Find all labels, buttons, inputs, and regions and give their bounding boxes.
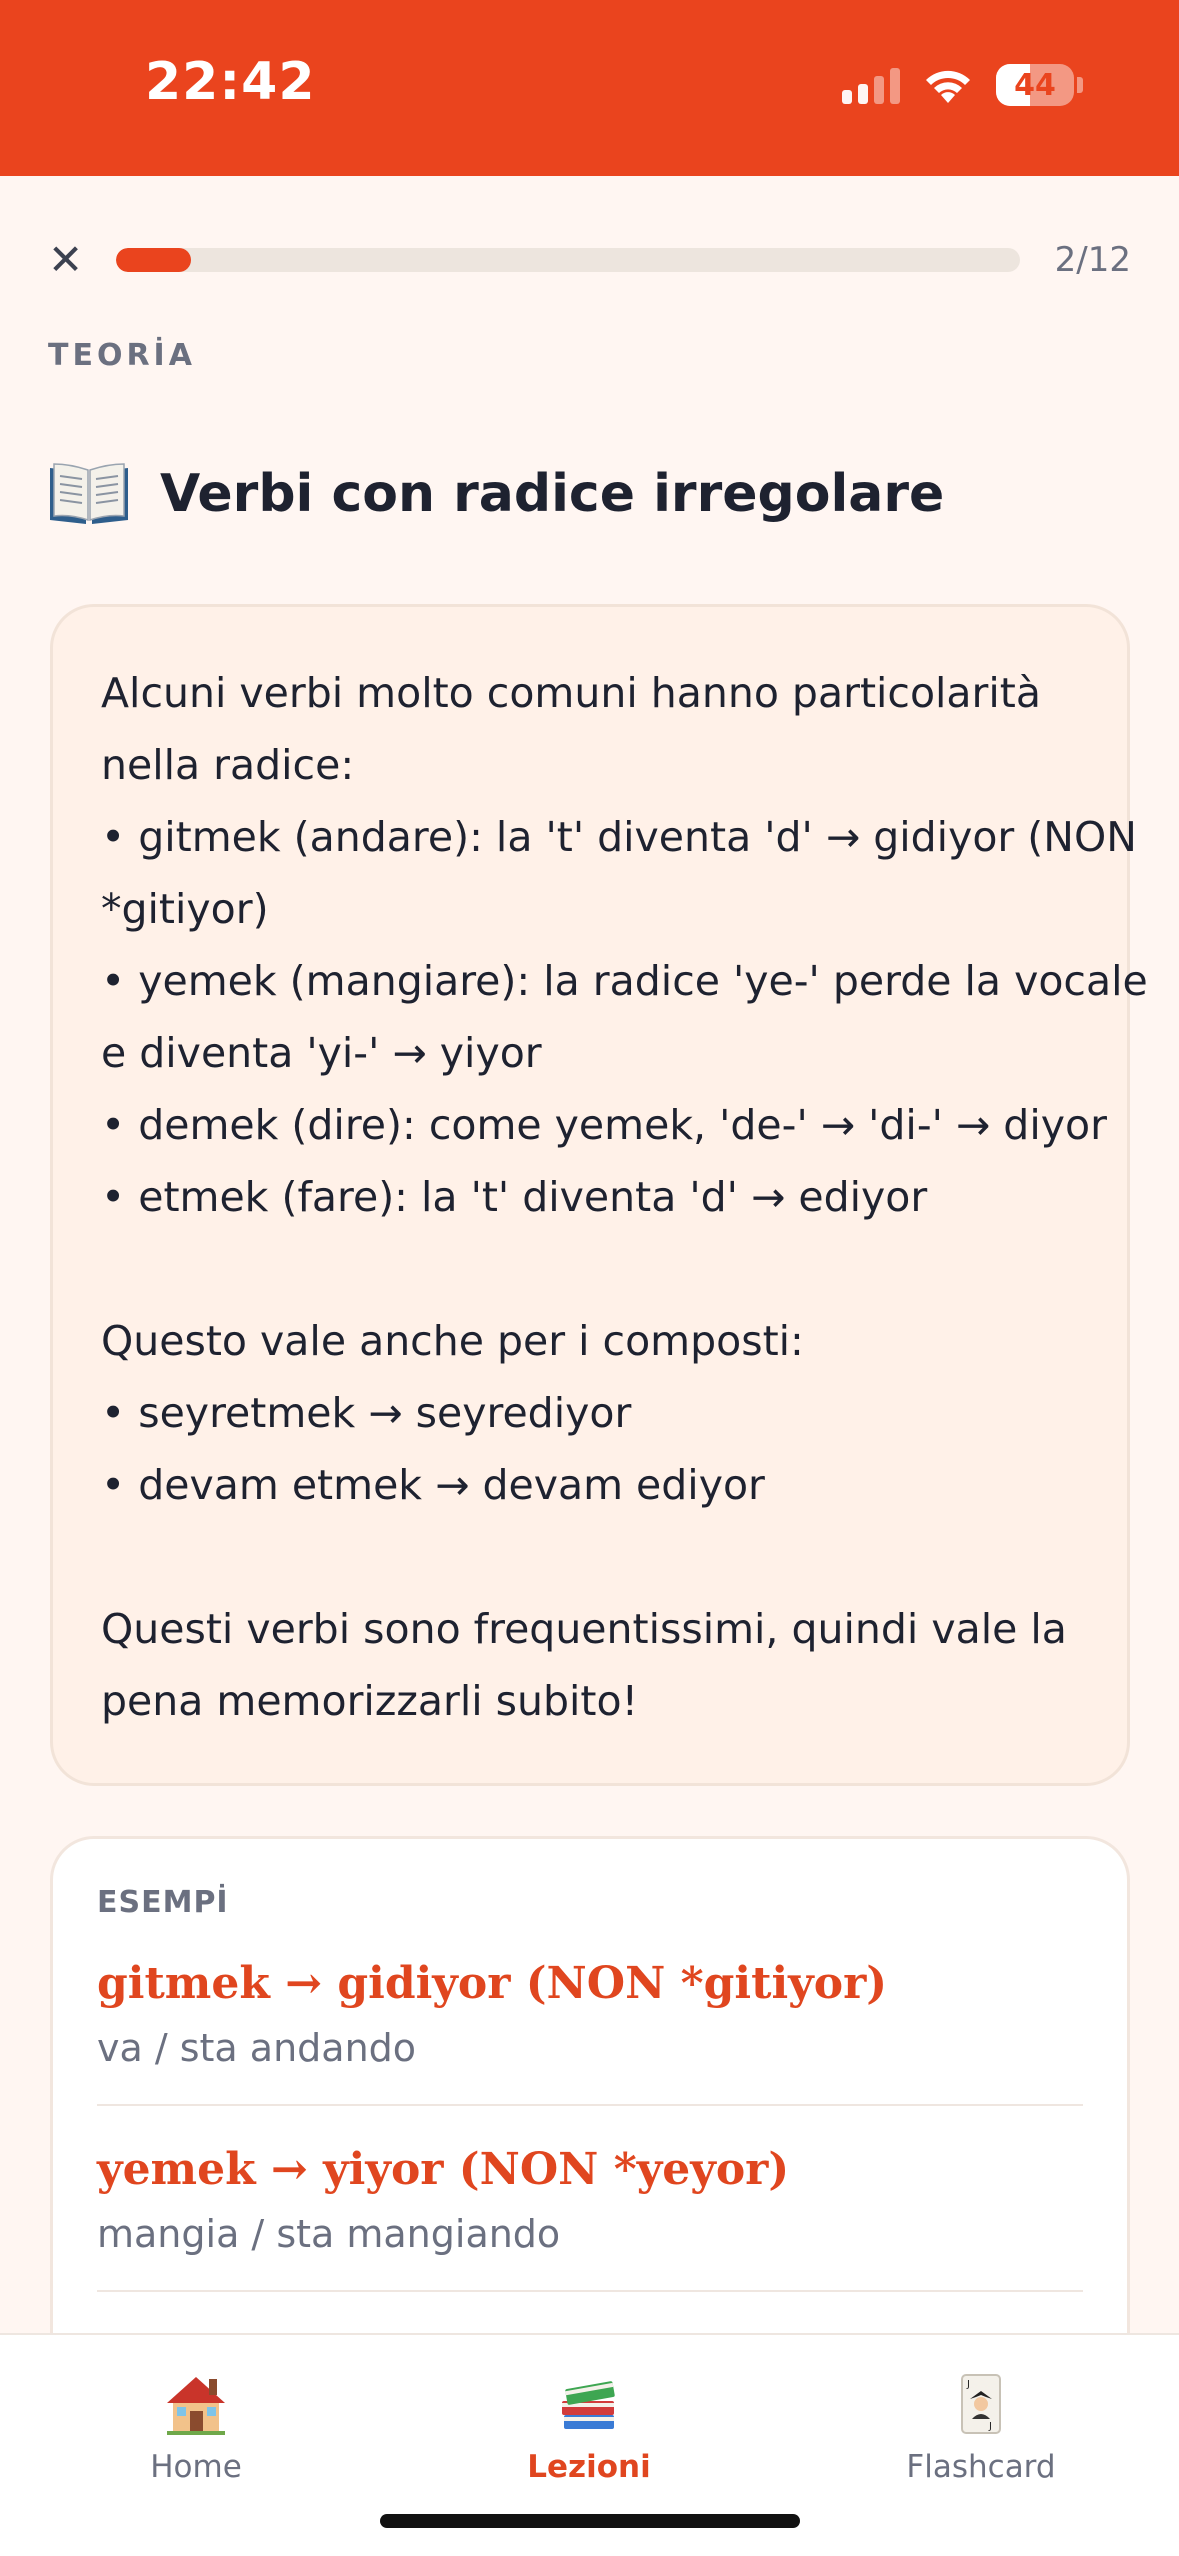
theory-line: • gitmek (andare): la 't' diventa 'd' → gidiyor (NON [101,813,1137,861]
theory-line: • etmek (fare): la 't' diventa 'd' → ediyor [101,1173,928,1221]
progress-bar [116,248,1020,272]
lesson-progress-row [48,235,1131,284]
theory-line: Alcuni verbi molto comuni hanno particolarità [101,669,1041,717]
theory-line: Questi verbi sono frequentissimi, quindi vale la [101,1605,1067,1653]
theory-line: Questo vale anche per i composti: [101,1317,804,1365]
theory-card [50,604,1148,1786]
theory-spacer [101,1521,1079,1593]
status-icons [842,60,1083,110]
books-icon [556,2371,622,2437]
status-bar [0,0,1179,176]
svg-text:J: J [967,2379,970,2390]
theory-line: nella radice: [101,741,355,789]
example-turkish: gitmek → gidiyor (NON *gitiyor) [97,1958,888,2009]
example-italian: va / sta andando [97,2026,417,2070]
theory-line: *gitiyor) [101,885,269,933]
status-time: 22:42 [145,52,316,112]
cellular-signal-icon [842,66,900,104]
theory-line: • devam etmek → devam ediyor [101,1461,765,1509]
battery-level: 44 [1014,67,1056,103]
theory-line: • seyretmek → seyrediyor [101,1389,632,1437]
example-turkish: yemek → yiyor (NON *yeyor) [97,2144,790,2195]
wifi-icon [922,65,974,105]
theory-line: • yemek (mangiare): la radice 'ye-' perde la vocale [101,957,1148,1005]
svg-text:J: J [989,2421,992,2432]
title-row [48,460,944,528]
theory-line: • demek (dire): come yemek, 'de-' → 'di-' → diyor [101,1101,1107,1149]
theory-line: pena memorizzarli subito! [101,1677,639,1725]
theory-spacer [101,1233,1079,1305]
tab-label: Flashcard [906,2449,1056,2485]
example-italian: mangia / sta mangiando [97,2212,561,2256]
battery-icon [996,64,1083,106]
tab-lessons[interactable] [459,2371,719,2485]
joker-card-icon [948,2371,1014,2437]
section-label: TEORİA [48,338,196,373]
house-icon [163,2371,229,2437]
tab-label: Lezioni [527,2449,651,2485]
tab-home[interactable] [66,2371,326,2485]
open-book-icon [48,460,130,528]
example-item[interactable] [97,1920,1083,2106]
tab-flashcard[interactable] [851,2371,1111,2485]
progress-bar-fill [116,248,191,272]
home-indicator [380,2514,800,2528]
progress-count: 2/12 [1054,240,1131,280]
page-title: Verbi con radice irregolare [160,464,945,524]
examples-label: ESEMPİ [97,1885,229,1920]
theory-line: e diventa 'yi-' → yiyor [101,1029,542,1077]
example-item[interactable] [97,2106,1083,2292]
close-icon[interactable]: ✕ [48,235,84,284]
tab-label: Home [150,2449,242,2485]
